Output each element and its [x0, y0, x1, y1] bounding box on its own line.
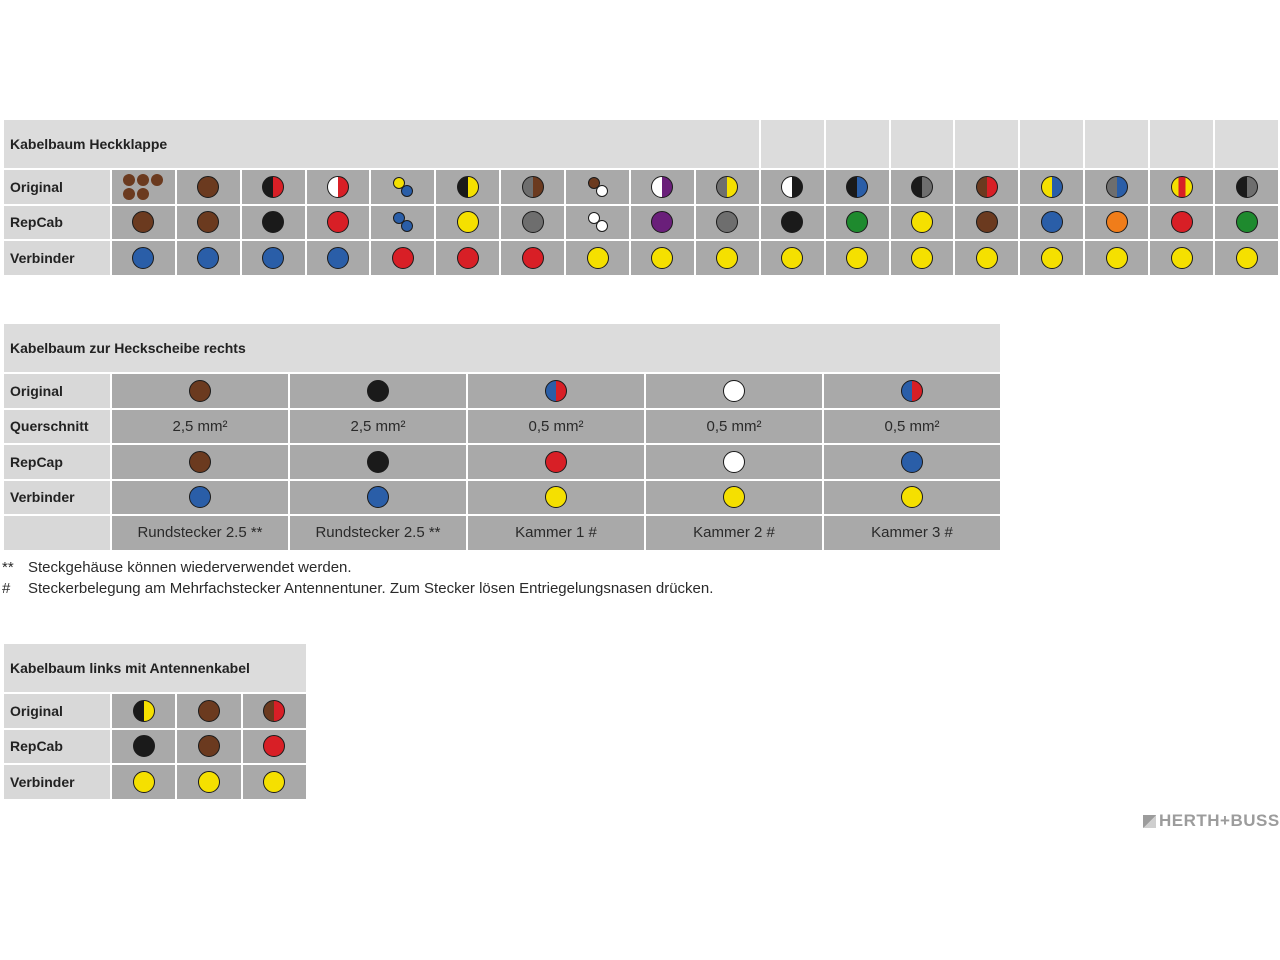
header-blank-cell: [1214, 119, 1279, 169]
wire-color-dot: [132, 247, 154, 269]
color-cell: [500, 205, 565, 241]
color-cell: [954, 169, 1019, 205]
color-cell: [435, 169, 500, 205]
wire-color-dot: [189, 380, 211, 402]
row-label: Original: [3, 169, 111, 205]
table-kabelbaum-heckklappe: [2, 118, 1280, 277]
wire-color-dot: [846, 247, 868, 269]
color-cell: [825, 240, 890, 276]
wire-color-dot: [133, 771, 155, 793]
footnote-double-star: [2, 557, 713, 578]
color-cell: [467, 480, 645, 516]
color-cell: [111, 480, 289, 516]
brand-logo: [1143, 811, 1280, 831]
color-cell: [825, 169, 890, 205]
color-cell: [645, 480, 823, 516]
color-cell: [370, 205, 435, 241]
color-cell: [1214, 205, 1279, 241]
wire-color-dot: [1171, 247, 1193, 269]
color-cell: [1019, 240, 1084, 276]
color-cell: [823, 480, 1001, 516]
header-blank-cell: [825, 119, 890, 169]
color-cell: [565, 169, 630, 205]
color-cell: [630, 240, 695, 276]
wire-color-dot: [596, 185, 608, 197]
footnotes: [2, 557, 713, 599]
text-cell: Rundstecker 2.5 **: [111, 515, 289, 551]
color-cell: [825, 205, 890, 241]
color-cell: [111, 373, 289, 409]
color-cell: [1214, 169, 1279, 205]
text-cell: 2,5 mm²: [289, 409, 467, 445]
logo-text: HERTH+BUSS: [1159, 811, 1280, 830]
wire-color-dot: [198, 700, 220, 722]
wire-color-dot: [976, 176, 998, 198]
text-cell: Kammer 3 #: [823, 515, 1001, 551]
text-cell: 0,5 mm²: [467, 409, 645, 445]
wire-color-dot: [198, 735, 220, 757]
wire-color-dot: [262, 211, 284, 233]
wire-color-dot: [367, 451, 389, 473]
text-cell: 0,5 mm²: [645, 409, 823, 445]
color-cell: [289, 480, 467, 516]
color-cell: [565, 205, 630, 241]
wire-color-dot: [1171, 176, 1193, 198]
color-cell: [242, 693, 307, 729]
row-label: Verbinder: [3, 240, 111, 276]
color-cell: [242, 729, 307, 765]
color-cell: [435, 240, 500, 276]
wire-color-dot: [651, 211, 673, 233]
wire-color-dot: [367, 486, 389, 508]
color-cell: [111, 729, 176, 765]
wire-color-dot: [392, 247, 414, 269]
wire-color-dot: [901, 451, 923, 473]
header-blank-cell: [890, 119, 955, 169]
color-cell: [467, 373, 645, 409]
color-cell: [242, 764, 307, 800]
text-cell: 2,5 mm²: [111, 409, 289, 445]
wire-color-dot: [651, 176, 673, 198]
table-row: [3, 444, 1001, 480]
color-cell: [111, 693, 176, 729]
color-cell: [176, 729, 241, 765]
header-blank-cell: [1084, 119, 1149, 169]
table-row: [3, 373, 1001, 409]
color-cell: [1214, 240, 1279, 276]
color-cell: [760, 169, 825, 205]
wire-color-dot: [901, 486, 923, 508]
color-cell: [176, 240, 241, 276]
text-cell: Rundstecker 2.5 **: [289, 515, 467, 551]
wire-color-dot: [522, 247, 544, 269]
row-label: Original: [3, 373, 111, 409]
wire-color-dot: [976, 247, 998, 269]
wire-color-dot: [367, 380, 389, 402]
table-header-row: [3, 119, 1279, 169]
wire-color-dot: [133, 700, 155, 722]
table-header-row: [3, 643, 307, 693]
text-cell: Kammer 2 #: [645, 515, 823, 551]
wire-color-dot: [327, 247, 349, 269]
color-cell: [630, 169, 695, 205]
color-cell: [695, 205, 760, 241]
color-cell: [1149, 169, 1214, 205]
wire-color-dot: [263, 700, 285, 722]
color-cell: [241, 169, 306, 205]
table-row: [3, 729, 307, 765]
table-row: [3, 515, 1001, 551]
wire-pair-icon: [585, 209, 611, 235]
color-cell: [435, 205, 500, 241]
wire-color-dot: [596, 220, 608, 232]
color-cell: [823, 373, 1001, 409]
wire-color-dot: [781, 176, 803, 198]
color-cell: [890, 205, 955, 241]
text-cell: 0,5 mm²: [823, 409, 1001, 445]
wire-color-dot: [189, 486, 211, 508]
color-cell: [370, 169, 435, 205]
header-blank-cell: [1149, 119, 1214, 169]
wire-color-dot: [198, 771, 220, 793]
color-cell: [954, 240, 1019, 276]
wire-color-dot: [132, 211, 154, 233]
color-cell: [1084, 240, 1149, 276]
wire-color-dot: [781, 247, 803, 269]
wire-bundle-icon: [121, 172, 165, 202]
row-label: Verbinder: [3, 480, 111, 516]
row-label: RepCab: [3, 729, 111, 765]
color-cell: [111, 205, 176, 241]
wire-color-dot: [133, 735, 155, 757]
color-cell: [111, 764, 176, 800]
wire-color-dot: [545, 380, 567, 402]
wire-color-dot: [716, 176, 738, 198]
wire-color-dot: [911, 176, 933, 198]
wire-color-dot: [901, 380, 923, 402]
color-cell: [954, 205, 1019, 241]
color-cell: [1149, 205, 1214, 241]
color-cell: [1084, 205, 1149, 241]
table-row: [3, 240, 1279, 276]
wire-color-dot: [781, 211, 803, 233]
footnote-hash: [2, 578, 713, 599]
table-row: [3, 205, 1279, 241]
row-label: Verbinder: [3, 764, 111, 800]
color-cell: [111, 444, 289, 480]
wire-color-dot: [1106, 247, 1128, 269]
wire-color-dot: [151, 174, 163, 186]
row-label: Original: [3, 693, 111, 729]
footnote-text: Steckgehäuse können wiederverwendet werden.: [28, 559, 352, 576]
table-title: Kabelbaum links mit Antennenkabel: [3, 643, 307, 693]
color-cell: [241, 205, 306, 241]
wire-color-dot: [723, 380, 745, 402]
color-cell: [467, 444, 645, 480]
wire-color-dot: [1106, 211, 1128, 233]
color-cell: [645, 444, 823, 480]
wire-color-dot: [137, 174, 149, 186]
color-cell: [176, 205, 241, 241]
wire-color-dot: [263, 735, 285, 757]
wire-color-dot: [846, 176, 868, 198]
wire-color-dot: [587, 247, 609, 269]
wire-color-dot: [457, 211, 479, 233]
color-cell: [630, 205, 695, 241]
table-header-row: [3, 323, 1001, 373]
color-cell: [645, 373, 823, 409]
wire-color-dot: [716, 247, 738, 269]
color-cell: [760, 205, 825, 241]
wire-color-dot: [327, 211, 349, 233]
wire-color-dot: [457, 247, 479, 269]
wire-color-dot: [1041, 247, 1063, 269]
color-cell: [1019, 205, 1084, 241]
wire-color-dot: [723, 486, 745, 508]
color-cell: [695, 169, 760, 205]
color-cell: [760, 240, 825, 276]
header-blank-cell: [760, 119, 825, 169]
footnote-mark: **: [2, 559, 14, 576]
color-cell: [500, 169, 565, 205]
color-cell: [306, 205, 371, 241]
color-cell: [1019, 169, 1084, 205]
table-row: [3, 409, 1001, 445]
wire-color-dot: [327, 176, 349, 198]
wire-color-dot: [1171, 211, 1193, 233]
wire-color-dot: [522, 176, 544, 198]
color-cell: [111, 169, 176, 205]
footnote-text: Steckerbelegung am Mehrfachstecker Antennentuner. Zum Stecker lösen Entriegelungsnasen drücken.: [28, 580, 714, 597]
header-blank-cell: [954, 119, 1019, 169]
color-cell: [565, 240, 630, 276]
table-kabelbaum-heckscheibe-rechts: [2, 322, 1002, 552]
color-cell: [289, 444, 467, 480]
row-label: RepCab: [3, 205, 111, 241]
wire-color-dot: [401, 220, 413, 232]
footnote-mark: #: [2, 580, 11, 597]
table-title: Kabelbaum Heckklappe: [3, 119, 760, 169]
wire-color-dot: [137, 188, 149, 200]
color-cell: [176, 169, 241, 205]
wire-color-dot: [197, 247, 219, 269]
wire-color-dot: [457, 176, 479, 198]
wire-color-dot: [1236, 247, 1258, 269]
color-cell: [176, 764, 241, 800]
wire-color-dot: [1236, 176, 1258, 198]
wire-color-dot: [1106, 176, 1128, 198]
wire-color-dot: [911, 211, 933, 233]
color-cell: [306, 240, 371, 276]
color-cell: [111, 240, 176, 276]
wire-color-dot: [545, 486, 567, 508]
wire-color-dot: [976, 211, 998, 233]
wire-color-dot: [262, 176, 284, 198]
color-cell: [500, 240, 565, 276]
wire-color-dot: [189, 451, 211, 473]
table-row: [3, 764, 307, 800]
wire-color-dot: [197, 176, 219, 198]
wire-color-dot: [911, 247, 933, 269]
wire-color-dot: [401, 185, 413, 197]
color-cell: [695, 240, 760, 276]
color-cell: [890, 240, 955, 276]
color-cell: [176, 693, 241, 729]
wire-color-dot: [522, 211, 544, 233]
wire-color-dot: [846, 211, 868, 233]
row-label: Querschnitt: [3, 409, 111, 445]
wire-color-dot: [1041, 211, 1063, 233]
color-cell: [289, 373, 467, 409]
wire-color-dot: [123, 188, 135, 200]
table-row: [3, 480, 1001, 516]
wire-color-dot: [1236, 211, 1258, 233]
color-cell: [1084, 169, 1149, 205]
table-row: [3, 169, 1279, 205]
color-cell: [241, 240, 306, 276]
color-cell: [823, 444, 1001, 480]
table-kabelbaum-links-antennenkabel: [2, 642, 308, 801]
wire-pair-icon: [390, 209, 416, 235]
table-title: Kabelbaum zur Heckscheibe rechts: [3, 323, 1001, 373]
row-label: RepCap: [3, 444, 111, 480]
wire-color-dot: [263, 771, 285, 793]
color-cell: [370, 240, 435, 276]
wire-color-dot: [651, 247, 673, 269]
wire-color-dot: [123, 174, 135, 186]
color-cell: [306, 169, 371, 205]
logo-mark-icon: [1143, 815, 1156, 828]
color-cell: [1149, 240, 1214, 276]
wire-color-dot: [723, 451, 745, 473]
color-cell: [890, 169, 955, 205]
wire-pair-icon: [390, 174, 416, 200]
wire-color-dot: [1041, 176, 1063, 198]
wire-color-dot: [545, 451, 567, 473]
header-blank-cell: [1019, 119, 1084, 169]
wire-color-dot: [262, 247, 284, 269]
table-row: [3, 693, 307, 729]
wire-pair-icon: [585, 174, 611, 200]
wire-color-dot: [197, 211, 219, 233]
row-label: [3, 515, 111, 551]
wire-color-dot: [716, 211, 738, 233]
text-cell: Kammer 1 #: [467, 515, 645, 551]
